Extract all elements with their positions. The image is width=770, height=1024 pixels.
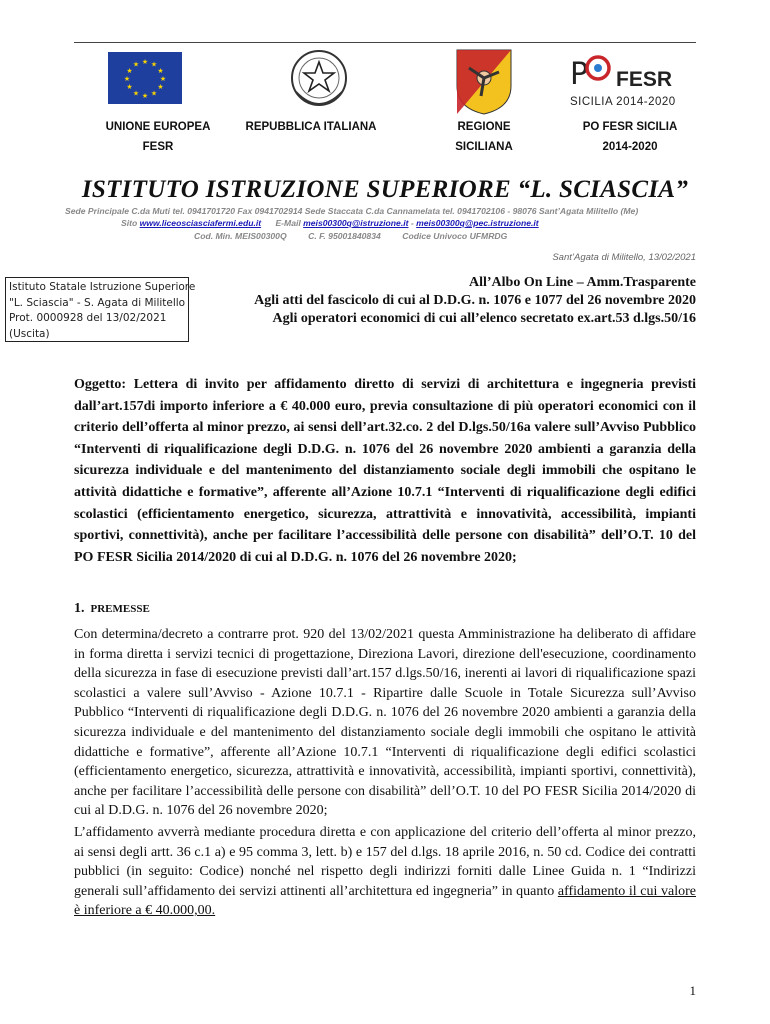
italian-republic-emblem — [288, 46, 350, 114]
fesr-logo-text: FESR — [616, 68, 673, 91]
school-pec-link[interactable]: meis00300q@pec.istruzione.it — [416, 218, 539, 228]
subject-paragraph: Oggetto: Lettera di invito per affidamento diretto di servizi di architettura e ingegneria previsti dall’art.157di importo inferiore a € 40.000 euro, previa consultazione di più operatori economici con il criterio dell’offerta al minor prezzo, ai sensi dell’art.32.co. 2 del D.lgs.50/16a valere sull’Avviso Pubblico “Interventi di riqualificazione degli D.D.G. n. 1076 del 26 novembre 2020 ambienti a garanzia della sicurezza individuale e del mantenimento del distanziamento sociale degli immobili che ospitano le attività didattiche e formative”, afferente all’Azione 10.7.1 “Interventi di riqualificazione degli edifici scolastici (efficientamento energetico, sicurezza, attrattività e innovatività, accessibilità, impianti sportivi, connettività), anche per facilitare l’accessibilità delle persone con disabilità” dell’O.T. 10 del PO FESR Sicilia 2014/2020 di cui al D.D.G. n. 1076 del 26 novembre 2020; — [74, 377, 696, 565]
recipients-block: All’Albo On Line – Amm.Trasparente Agli atti del fascicolo di cui al D.D.G. n. 1076 e 1077 del 26 novembre 2020 Agli operatori economici di cui all’elenco secretato ex.art.53 d.lgs.50/16 — [254, 275, 696, 326]
svg-text:★: ★ — [150, 89, 158, 98]
school-contacts: Sito www.liceosciasciafermi.edu.it E-Mail meis00300q@istruzione.it - meis00300q@pec.istruzione.it — [121, 218, 539, 228]
protocol-stamp: Istituto Statale Istruzione Superiore "L. Sciascia" - S. Agata di Militello Prot. 0000928 del 13/02/2021 (Uscita) — [5, 277, 189, 342]
svg-text:★: ★ — [150, 60, 158, 69]
section-heading: 1. PREMESSE — [74, 601, 150, 616]
fesr-logo-subtext: SICILIA 2014-2020 — [570, 96, 676, 108]
header-rule — [74, 42, 696, 43]
school-title: ISTITUTO ISTRUZIONE SUPERIORE “L. SCIASCIA” — [81, 176, 689, 203]
svg-text:★: ★ — [141, 58, 149, 66]
svg-text:★: ★ — [132, 60, 140, 69]
school-address: Sede Principale C.da Muti tel. 0941701720 Fax 0941702914 Sede Staccata C.da Cannamelata tel. 0941702106 - 98076 Sant’Agata Militello (Me) — [65, 206, 639, 216]
school-website-link[interactable]: www.liceosciasciafermi.edu.it — [139, 218, 262, 228]
fesr-logo-p-text: P — [570, 57, 589, 92]
svg-text:★: ★ — [159, 75, 167, 83]
school-email-link[interactable]: meis00300q@istruzione.it — [303, 218, 409, 228]
svg-text:★: ★ — [123, 75, 131, 83]
eu-flag-logo — [108, 52, 182, 104]
po-fesr-logo — [566, 50, 690, 110]
sicilian-region-logo — [455, 48, 513, 116]
svg-text:★: ★ — [132, 89, 140, 98]
body-text — [74, 625, 696, 923]
caption-region: REGIONE SICILIANA — [455, 121, 513, 153]
school-codes: Cod. Min. MEIS00300Q C. F. 95001840834 Codice Univoco UFMRDG — [194, 231, 508, 241]
letter-date: Sant’Agata di Militello, 13/02/2021 — [552, 252, 696, 263]
caption-eu: UNIONE EUROPEA FESR — [105, 121, 211, 153]
caption-italy: REPUBBLICA ITALIANA — [245, 121, 377, 133]
svg-text:★: ★ — [157, 83, 164, 91]
paragraph-2: L’affidamento avverrà mediante procedura diretta e con applicazione del criterio dell’offerta al minor prezzo, ai sensi degli artt. 36 c.1 a) e 95 comma 3, lett. b) e 157 del d.lgs. 18 aprile 2016, n. 50 cd. Codice dei contratti pubblici (in seguito: Codice) nonché nel rispetto degli indirizzi forniti dalle Linee Guida n. 1 “Indirizzi generali sull’affidamento dei servizi attinenti all’architettura ed ingegneria” in quanto affidamento il cui valore è inferiore a € 40.000,00. — [74, 824, 696, 919]
svg-text:★: ★ — [157, 67, 164, 75]
svg-text:★: ★ — [141, 92, 149, 100]
svg-text:★: ★ — [126, 83, 133, 91]
page-number: 1 — [689, 983, 696, 998]
caption-po-fesr: PO FESR SICILIA 2014-2020 — [582, 121, 678, 153]
paragraph-1: Con determina/decreto a contrarre prot. 920 del 13/02/2021 questa Amministrazione ha deliberato di affidare in forma diretta i servizi tecnici di progettazione, Direziona Lavori, direzione dell'esecuzione, coordinamento della sicurezza in fase di esecuzione previsti dall’art.157 d.lgs.50/16, inerenti ai lavori di riqualificazione spazi scolastici a valere sull’Avviso - Azione 10.7.1 - Ripartire dalle Scuole in Totale Sicurezza sull’Avviso Pubblico “Interventi di riqualificazione degli D.D.G. n. 1076 del 26 novembre 2020 ambienti a garanzia della sicurezza individuale e del mantenimento del distanziamento sociale degli immobili che ospitano le attività didattiche e formative”, afferente all’Azione 10.7.1 “Interventi di riqualificazione degli edifici scolastici (efficientamento energetico, sicurezza, attrattività e innovatività, accessibilità, impianti sportivi, connettività), anche per facilitare l’accessibilità delle persone con disabilità” dell’O.T. 10 del PO FESR Sicilia 2014/2020 di cui al D.D.G. n. 1076 del 26 novembre 2020; — [74, 627, 696, 819]
svg-text:★: ★ — [126, 67, 133, 75]
